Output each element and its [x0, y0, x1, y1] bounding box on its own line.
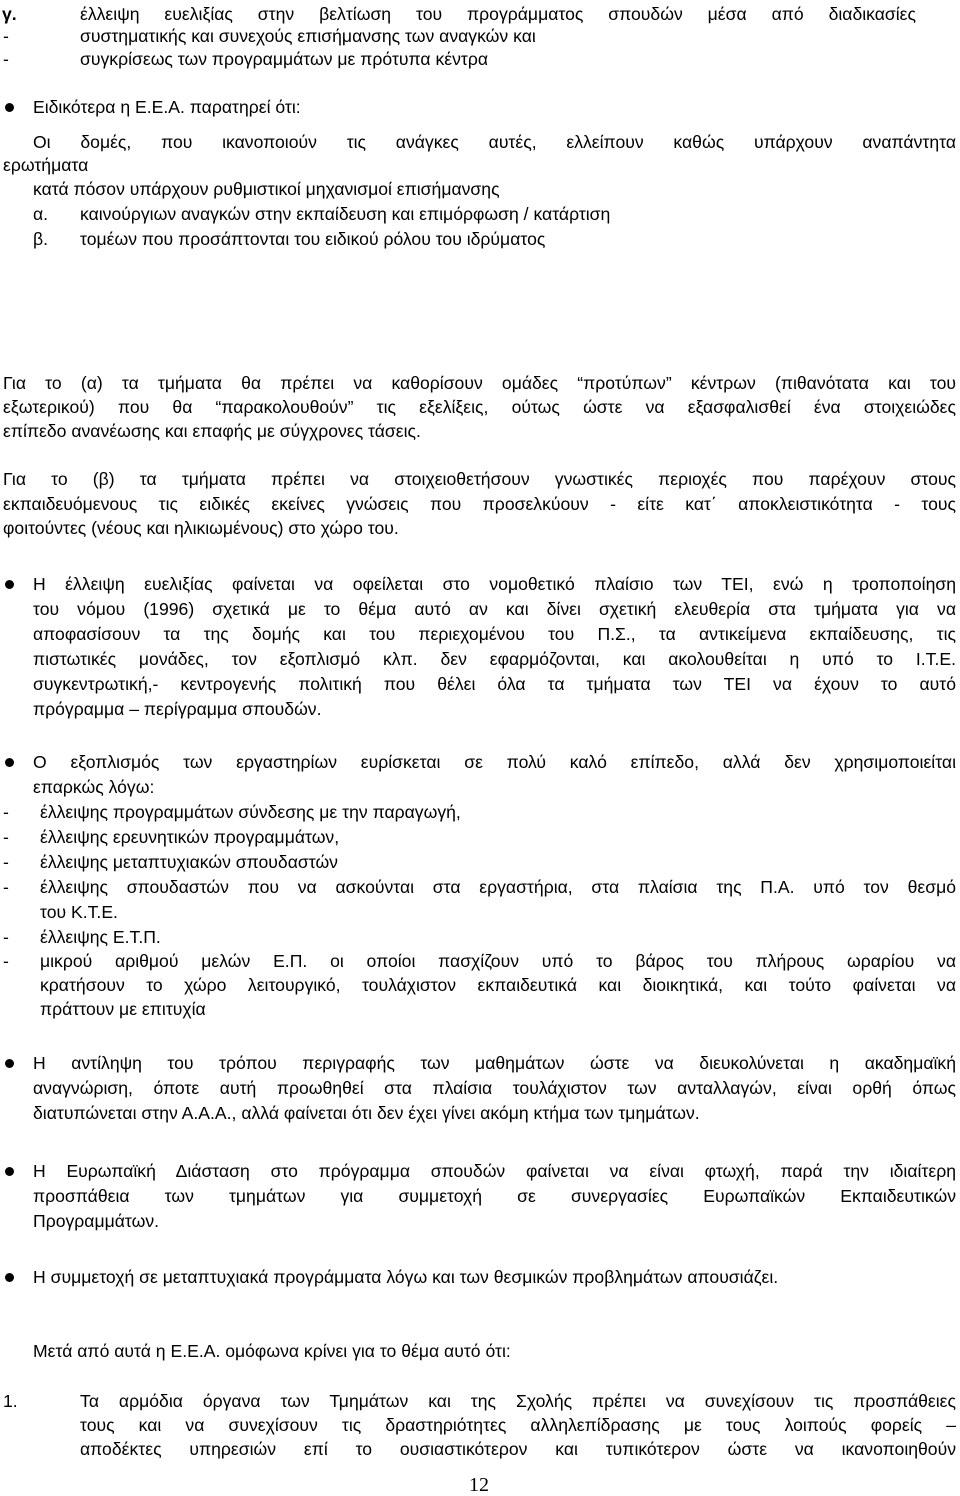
flex-line-3: αποφασίσουν τα της δομής και του περιεχομένου του Π.Σ., τα αντικείμενα εκπαίδευσης, τις — [33, 624, 956, 644]
gamma-dash-2: - — [3, 49, 9, 69]
numbered-1-line-1: Τα αρμόδια όργανα των Τμημάτων και της Σχολής πρέπει να συνεχίσουν τις προσπάθειες — [80, 1391, 956, 1411]
eea-line-3: κατά πόσον υπάρχουν ρυθμιστικοί μηχανισμοί επισήμανσης — [33, 179, 500, 199]
academic-line-3: διατυπώνεται στην Α.Α.Α., αλλά φαίνεται ότι δεν έχει γίνει ακόμη κτήμα των τμημάτων. — [33, 1103, 700, 1123]
numbered-1-line-2: τους και να συνεχίσουν τις δραστηριότητες αλληλεπίδρασης με τους λοιπούς φορείς – — [80, 1415, 956, 1435]
europe-line-3: Προγραμμάτων. — [33, 1211, 160, 1231]
eea-item-b-marker: β. — [33, 229, 49, 249]
conclusion-intro: Μετά από αυτά η Ε.Ε.Α. ομόφωνα κρίνει για το θέμα αυτό ότι: — [33, 1341, 511, 1361]
postgrad-line: Η συμμετοχή σε μεταπτυχιακά προγράμματα λόγω και των θεσμικών προβλημάτων απουσιάζει. — [33, 1267, 779, 1287]
flex-line-5: συγκεντρωτική,- κεντρογενής πολιτική που θέλει όλα τα τμήματα των ΤΕΙ να έχουν το αυτό — [33, 674, 956, 694]
para-a-line-3: επίπεδο ανανέωσης και επαφής με σύγχρονες τάσεις. — [3, 421, 421, 441]
bullet-icon — [5, 103, 14, 112]
bullet-icon — [5, 1167, 14, 1176]
eea-line-2: ερωτήματα — [3, 155, 89, 175]
flex-line-1: Η έλλειψη ευελιξίας φαίνεται να οφείλεται στο νομοθετικό πλαίσιο των ΤΕΙ, ενώ η τροποποίηση — [33, 574, 956, 594]
flex-line-2: του νόμου (1996) σχετικά με το θέμα αυτό αν και δίνει σχετική ελευθερία στα τμήματα για να — [33, 599, 956, 619]
equip-reason-5: έλλειψης Ε.Τ.Π. — [40, 927, 161, 947]
page-number: 12 — [469, 1474, 489, 1496]
equip-reason-2: έλλειψης ερευνητικών προγραμμάτων, — [40, 827, 340, 847]
para-b-line-3: φοιτούντες (νέους και ηλικιωμένους) στο χώρο του. — [3, 518, 399, 538]
equip-reason-4a: έλλειψης σπουδαστών που να ασκούνται στα εργαστήρια, στα πλαίσια της Π.Α. υπό τον θεσμό — [40, 877, 956, 897]
bullet-icon — [5, 1273, 14, 1282]
equip-dash: - — [3, 827, 9, 847]
bullet-icon — [5, 758, 14, 767]
numbered-1-line-3: αποδέκτες υπηρεσιών επί το ουσιαστικότερον και τυπικότερον ώστε να ικανοποιηθούν — [80, 1439, 956, 1459]
eea-intro: Ειδικότερα η Ε.Ε.Α. παρατηρεί ότι: — [33, 97, 301, 117]
equip-reason-6a: μικρού αριθμού μελών Ε.Π. οι οποίοι πασχίζουν υπό το βάρος του πλήρους ωραρίου να — [40, 951, 956, 971]
gamma-line-3: συγκρίσεως των προγραμμάτων με πρότυπα κέντρα — [80, 49, 489, 69]
eea-line-1: Οι δομές, που ικανοποιούν τις ανάγκες αυτές, ελλείπουν καθώς υπάρχουν αναπάντητα — [33, 132, 956, 152]
equip-reason-4b: του Κ.Τ.Ε. — [40, 902, 118, 922]
para-a-line-2: εξωτερικού) που θα “παρακολουθούν” τις εξελίξεις, ούτως ώστε να εξασφαλισθεί ένα στοιχειώδες — [3, 397, 956, 417]
eea-item-a-marker: α. — [33, 204, 49, 224]
numbered-1-marker: 1. — [3, 1391, 18, 1411]
eea-item-a: καινούργιων αναγκών στην εκπαίδευση και επιμόρφωση / κατάρτιση — [80, 204, 611, 224]
equip-reason-6b: κρατήσουν το χώρο λειτουργικό, τουλάχιστον εκπαιδευτικά και διοικητικά, και τούτο φαίνεται να — [40, 975, 956, 995]
gamma-dash-1: - — [3, 26, 9, 46]
equip-dash: - — [3, 927, 9, 947]
europe-line-1: Η Ευρωπαϊκή Διάσταση στο πρόγραμμα σπουδών φαίνεται να είναι φτωχή, παρά την ιδιαίτερη — [33, 1161, 956, 1181]
gamma-marker: γ. — [2, 4, 17, 24]
academic-line-2: αναγνώριση, όποτε αυτή προωθηθεί στα πλαίσια τουλάχιστον των ανταλλαγών, είναι ορθή όπως — [33, 1078, 956, 1098]
equip-dash: - — [3, 877, 9, 897]
equip-reason-1: έλλειψης προγραμμάτων σύνδεσης με την παραγωγή, — [40, 802, 461, 822]
flex-line-4: πιστωτικές μονάδες, τον εξοπλισμό κλπ. δεν εφαρμόζονται, και ακολουθείται η υπό το Ι.Τ.Ε. — [33, 649, 956, 669]
academic-line-1: Η αντίληψη του τρόπου περιγραφής των μαθημάτων ώστε να διευκολύνεται η ακαδημαϊκή — [33, 1053, 956, 1073]
equip-dash: - — [3, 951, 9, 971]
gamma-line-1: έλλειψη ευελιξίας στην βελτίωση του προγράμματος σπουδών μέσα από διαδικασίες — [80, 4, 916, 24]
para-a-line-1: Για το (α) τα τμήματα θα πρέπει να καθορίσουν ομάδες “προτύπων” κέντρων (πιθανότατα και του — [3, 373, 956, 393]
flex-line-6: πρόγραμμα – περίγραμμα σπουδών. — [33, 699, 322, 719]
gamma-line-2: συστηματικής και συνεχούς επισήμανσης των αναγκών και — [80, 26, 536, 46]
para-b-line-1: Για το (β) τα τμήματα πρέπει να στοιχειοθετήσουν γνωστικές περιοχές που παρέχουν στους — [3, 469, 956, 489]
europe-line-2: προσπάθεια των τμημάτων για συμμετοχή σε συνεργασίες Ευρωπαϊκών Εκπαιδευτικών — [33, 1186, 956, 1206]
bullet-icon — [5, 1059, 14, 1068]
equip-reason-6c: πράττουν με επιτυχία — [40, 999, 206, 1019]
bullet-icon — [5, 580, 14, 589]
eea-item-b: τομέων που προσάπτονται του ειδικού ρόλου του ιδρύματος — [80, 229, 546, 249]
para-b-line-2: εκπαιδευόμενους τις ειδικές εκείνες γνώσεις που προσελκύουν - είτε κατ΄ αποκλειστικότητα - τους — [3, 494, 956, 514]
equip-reason-3: έλλειψης μεταπτυχιακών σπουδαστών — [40, 852, 338, 872]
equip-dash: - — [3, 852, 9, 872]
equip-line-2: επαρκώς λόγω: — [33, 777, 155, 797]
equip-line-1: Ο εξοπλισμός των εργαστηρίων ευρίσκεται σε πολύ καλό επίπεδο, αλλά δεν χρησιμοποιείται — [33, 752, 956, 772]
equip-dash: - — [3, 802, 9, 822]
